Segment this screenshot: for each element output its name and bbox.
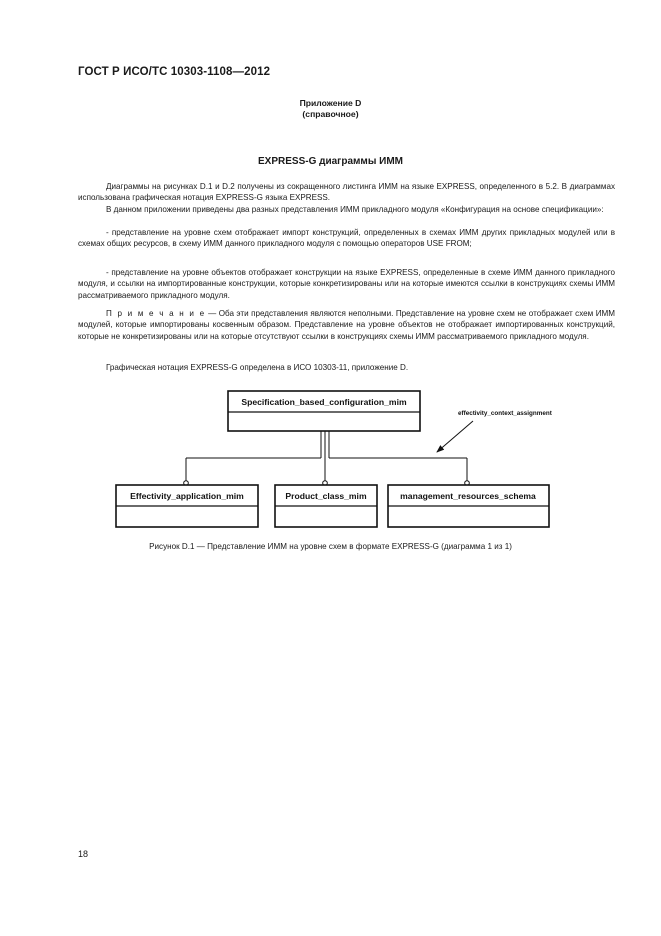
bottom-box-label-2: Product_class_mim: [285, 491, 367, 501]
top-box-label: Specification_based_configuration_mim: [241, 397, 407, 407]
figure-caption: Рисунок D.1 — Представление ИММ на уровне схем в формате EXPRESS-G (диаграмма 1 из 1): [149, 542, 512, 551]
annex-subtitle: (справочное): [302, 109, 359, 119]
paragraph-object-level: - представление на уровне объектов отображает конструкции на языке EXPRESS, определенные в схеме ИММ данного прикладного модуля, и ссылки на импортированные конструкции, которые конкретизированы или на которые имеются ссылки в конструкциях схемы ИММ рассматриваемого прикладного модуля.: [78, 268, 615, 300]
bottom-box-label-3: management_resources_schema: [400, 491, 536, 501]
paragraph-representations: В данном приложении приведены два разных представления ИММ прикладного модуля «Конфигурация на основе спецификации»:: [106, 205, 604, 214]
note-text: — Оба эти представления являются неполными. Представление на уровне схем не отображает схем ИММ модулей, которые импортированы косвенным образом. Представление на уровне объектов не отображает импортированных конструкций, которые не конкретизированы или на которые отсутствуют ссылки в конструкциях схемы ИММ рассматриваемого прикладного модуля.: [78, 309, 615, 341]
document-code-header: ГОСТ Р ИСО/ТС 10303-1108—2012: [78, 66, 271, 78]
schema-box-effectivity-application-mim: [116, 485, 258, 527]
schema-box-specification-based-configuration-mim: [228, 391, 420, 431]
annotation-arrow: [437, 421, 473, 452]
note-label: П р и м е ч а н и е: [106, 309, 206, 318]
paragraph-schema-level: - представление на уровне схем отображает импорт конструкций, определенных в схемах ИММ других прикладных модулей или в схемах общих ресурсов, в схему ИММ данного прикладного модуля с помощью операторов USE FROM;: [78, 228, 615, 249]
schema-box-product-class-mim: [275, 485, 377, 527]
bottom-box-label-1: Effectivity_application_mim: [130, 491, 244, 501]
schema-box-management-resources-schema: [388, 485, 549, 527]
paragraph-intro: Диаграммы на рисунках D.1 и D.2 получены из сокращенного листинга ИММ на языке EXPRESS, определенного в 5.2. В диаграммах использована графическая нотация EXPRESS-G языка EXPRESS.: [78, 182, 615, 203]
annotation-label: effectivity_context_assignment: [458, 410, 552, 417]
annex-title: Приложение D: [299, 98, 362, 108]
section-title: EXPRESS-G диаграммы ИММ: [258, 156, 403, 167]
notation-paragraph: Графическая нотация EXPRESS-G определена в ИСО 10303-11, приложение D.: [106, 363, 409, 372]
page-number: 18: [78, 849, 89, 859]
